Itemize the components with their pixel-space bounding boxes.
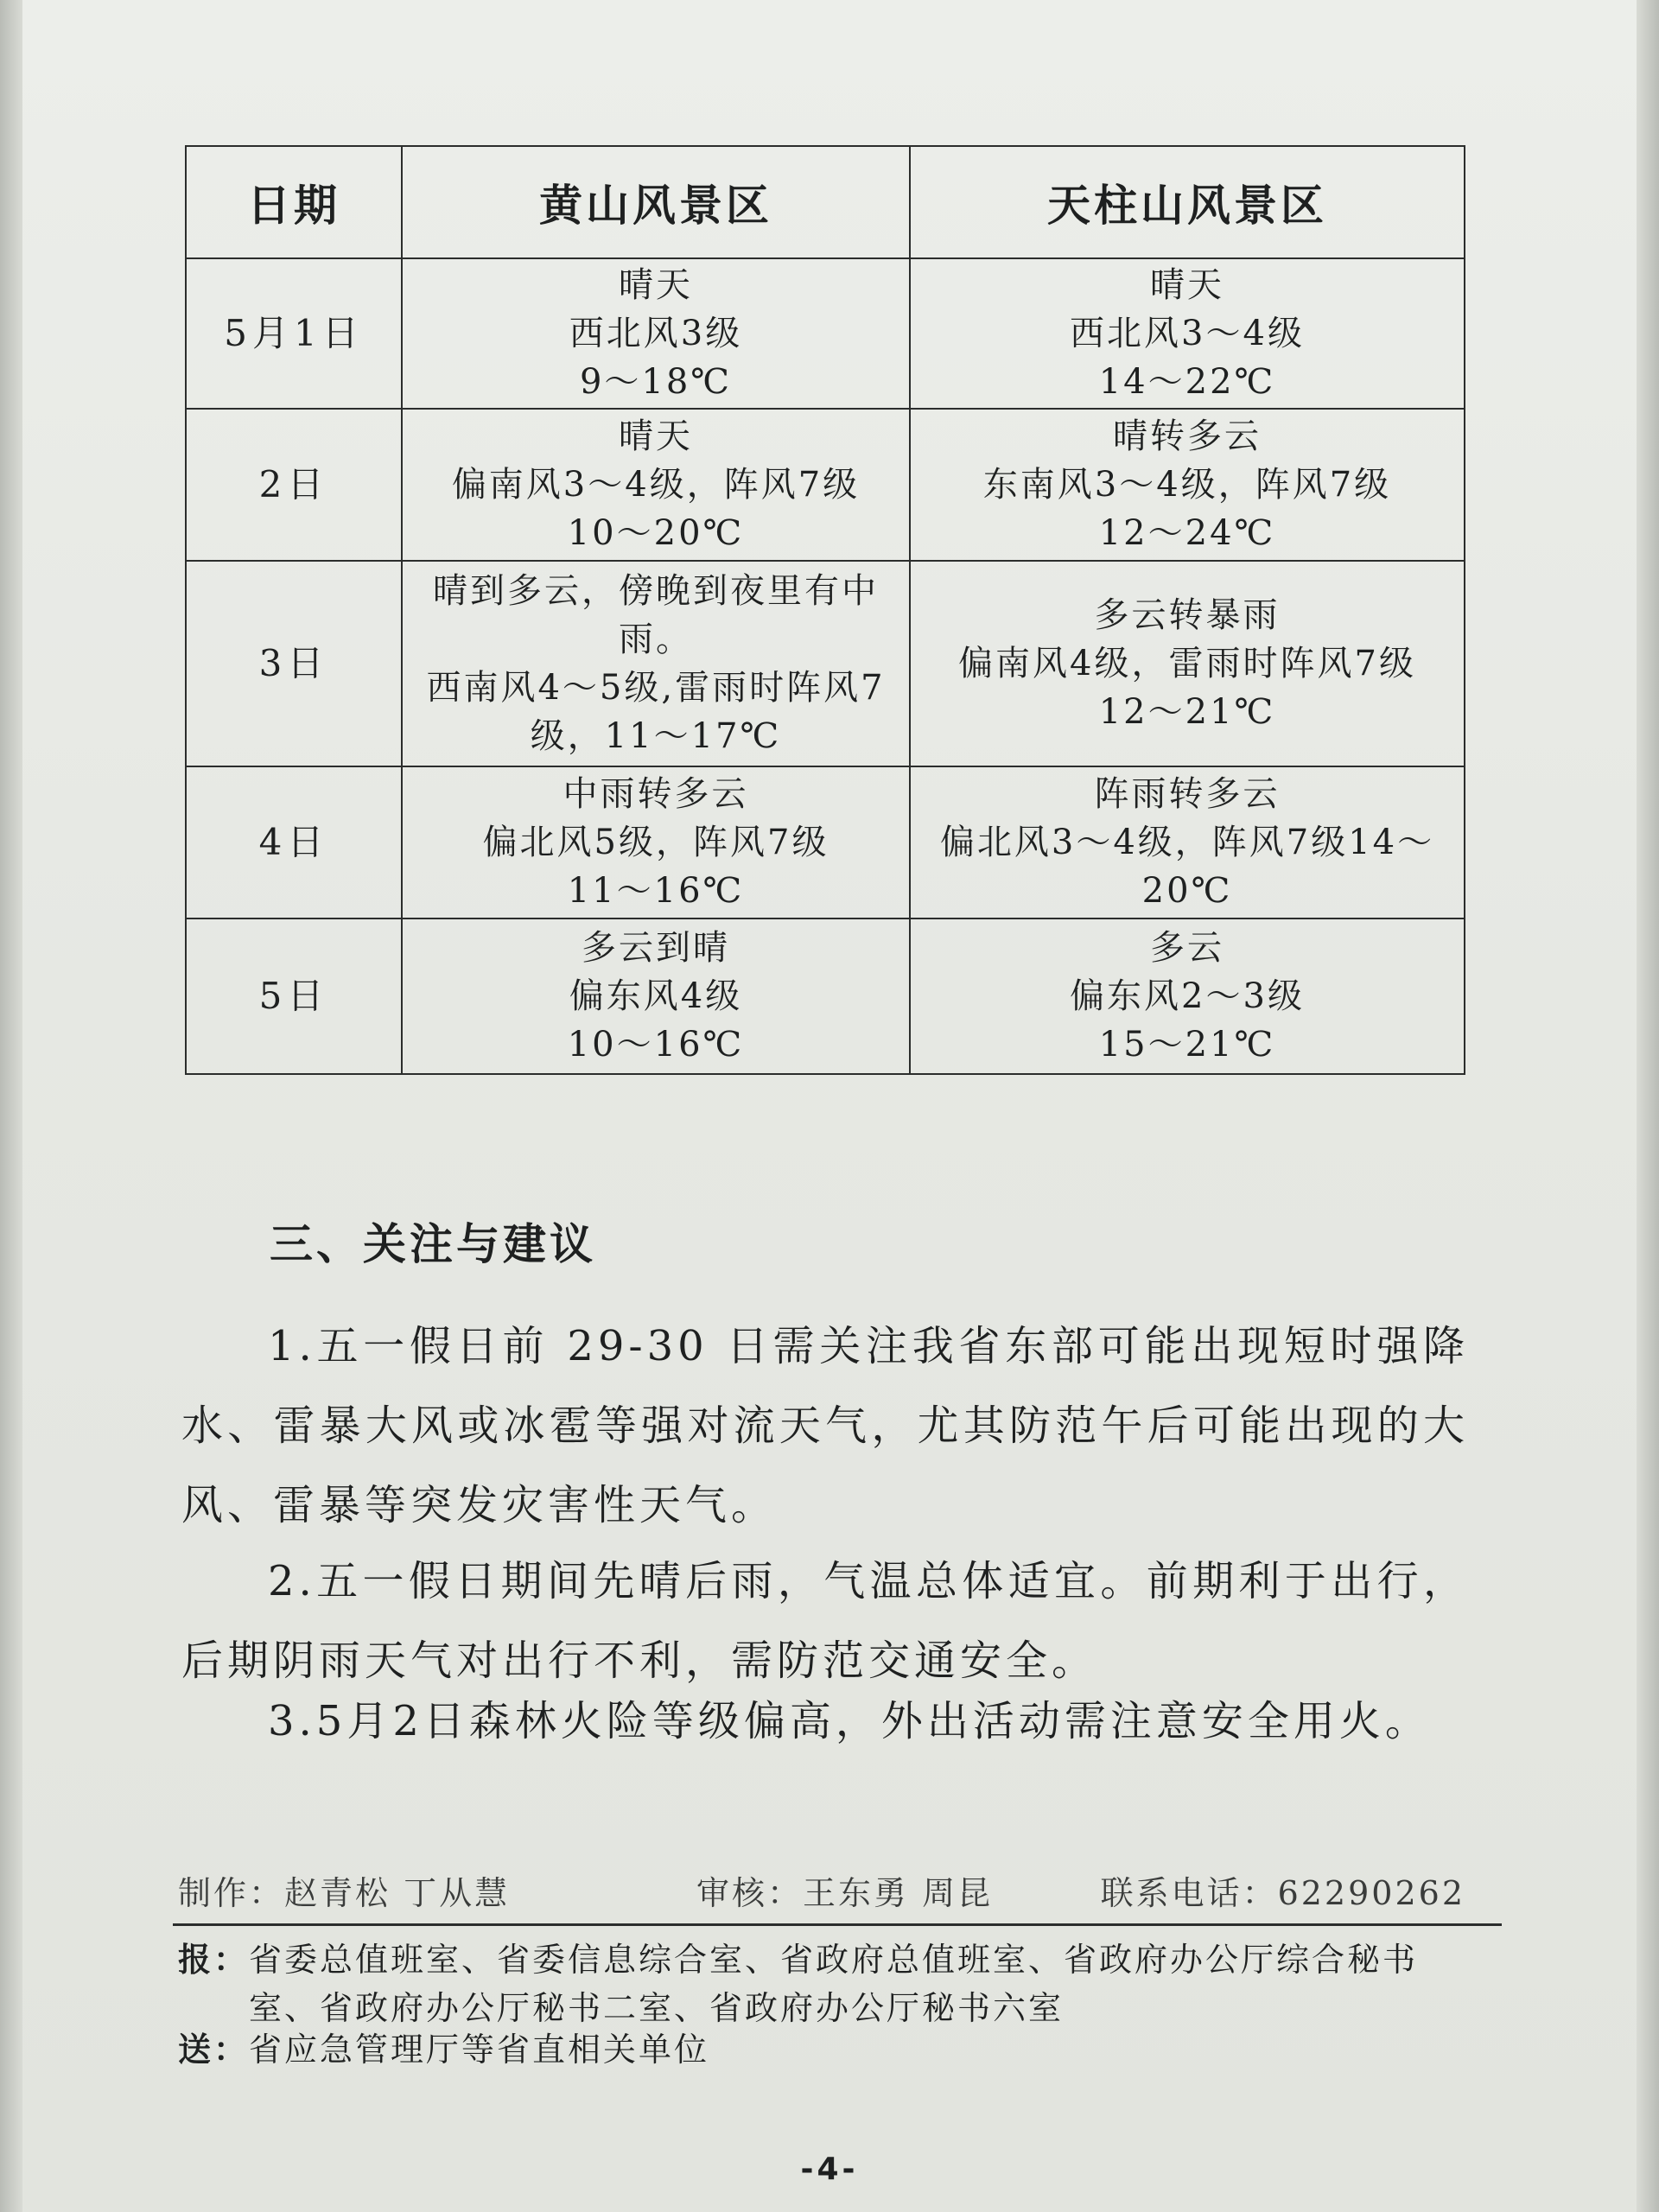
table-header-row (186, 146, 1465, 258)
temperature-range: 12～21℃ (1098, 692, 1276, 732)
contact-phone: 联系电话：62290262 (1100, 1874, 1465, 1912)
wind-info: 偏东风4级 (569, 976, 743, 1016)
temperature-range: 15～21℃ (1098, 1025, 1276, 1065)
temperature-range: 10～20℃ (567, 513, 745, 553)
date-cell: 5日 (186, 918, 402, 1074)
date-cell: 5月1日 (186, 258, 402, 409)
temperature-range: 9～18℃ (579, 362, 733, 402)
credits-line (178, 1866, 1465, 1910)
date-cell: 2日 (186, 409, 402, 561)
wind-temperature-info: 偏北风3～4级，阵风7级14～20℃ (939, 823, 1435, 911)
tianzhushan-cell (910, 258, 1465, 409)
page-shadow-right (1637, 0, 1659, 2212)
tianzhushan-cell (910, 766, 1465, 918)
huangshan-cell (402, 409, 910, 561)
temperature-range: 11～16℃ (567, 871, 745, 911)
weather-condition: 多云到晴 (582, 928, 730, 968)
table-row (186, 766, 1465, 918)
header-date: 日期 (186, 146, 402, 258)
advice-paragraph-1: 1.五一假日前 29-30 日需关注我省东部可能出现短时强降水、雷暴大风或冰雹等强对流天气，尤其防范午后可能出现的大风、雷暴等突发灾害性天气。 (181, 1322, 1469, 1529)
send-label: 送： (178, 2031, 250, 2069)
weather-condition: 多云转暴雨 (1094, 595, 1281, 635)
huangshan-cell (402, 561, 910, 766)
advice-paragraph-2: 2.五一假日期间先晴后雨，气温总体适宜。前期利于出行，后期阴雨天气对出行不利，需防范交通安全。 (181, 1557, 1469, 1685)
wind-info: 偏南风3～4级，阵风7级 (451, 465, 861, 505)
send-to-block (178, 2025, 1474, 2074)
weather-condition: 晴转多云 (1113, 416, 1262, 456)
weather-condition: 晴到多云，傍晚到夜里有中雨。 (433, 571, 879, 659)
weather-condition: 晴天 (1150, 265, 1224, 305)
weather-forecast-table (185, 145, 1465, 1075)
weather-condition: 晴天 (619, 265, 693, 305)
weather-condition: 多云 (1150, 928, 1224, 968)
weather-condition: 晴天 (619, 416, 693, 456)
section-title: 三、关注与建议 (270, 1219, 596, 1269)
wind-temperature-info: 西南风4～5级,雷雨时阵风7级，11～17℃ (426, 668, 886, 756)
send-recipients: 省应急管理厅等省直相关单位 (249, 2031, 710, 2069)
table-row (186, 409, 1465, 561)
wind-info: 西北风3～4级 (1070, 314, 1305, 353)
table-row (186, 561, 1465, 766)
huangshan-cell (402, 258, 910, 409)
advice-paragraph-3: 3.5月2日森林火险等级偏高，外出活动需注意安全用火。 (268, 1697, 1431, 1745)
huangshan-cell (402, 766, 910, 918)
page-shadow-left (0, 0, 22, 2212)
temperature-range: 10～16℃ (567, 1025, 745, 1065)
report-to-block (178, 1936, 1474, 2032)
page-number: -4- (800, 2152, 859, 2187)
header-tianzhushan: 天柱山风景区 (910, 146, 1465, 258)
date-cell: 4日 (186, 766, 402, 918)
report-recipients: 省委总值班室、省委信息综合室、省政府总值班室、省政府办公厅综合秘书室、省政府办公厅秘书二室、省政府办公厅秘书六室 (249, 1941, 1419, 2027)
reviewer-credit: 审核：王东勇 周昆 (696, 1874, 994, 1912)
weather-condition: 中雨转多云 (563, 774, 749, 814)
footer-divider (173, 1923, 1502, 1926)
tianzhushan-cell (910, 561, 1465, 766)
temperature-range: 12～24℃ (1098, 513, 1276, 553)
wind-info: 东南风3～4级，阵风7级 (982, 465, 1392, 505)
producer-credit: 制作：赵青松 丁从慧 (178, 1874, 511, 1912)
table-row (186, 258, 1465, 409)
temperature-range: 14～22℃ (1098, 362, 1276, 402)
table-row (186, 918, 1465, 1074)
wind-info: 偏东风2～3级 (1070, 976, 1305, 1016)
huangshan-cell (402, 918, 910, 1074)
date-cell: 3日 (186, 561, 402, 766)
report-label: 报： (178, 1941, 250, 1979)
weather-condition: 阵雨转多云 (1094, 774, 1281, 814)
tianzhushan-cell (910, 409, 1465, 561)
wind-info: 西北风3级 (569, 314, 743, 353)
header-huangshan: 黄山风景区 (402, 146, 910, 258)
wind-info: 偏南风4级，雷雨时阵风7级 (958, 644, 1416, 683)
wind-info: 偏北风5级，阵风7级 (482, 823, 830, 862)
tianzhushan-cell (910, 918, 1465, 1074)
